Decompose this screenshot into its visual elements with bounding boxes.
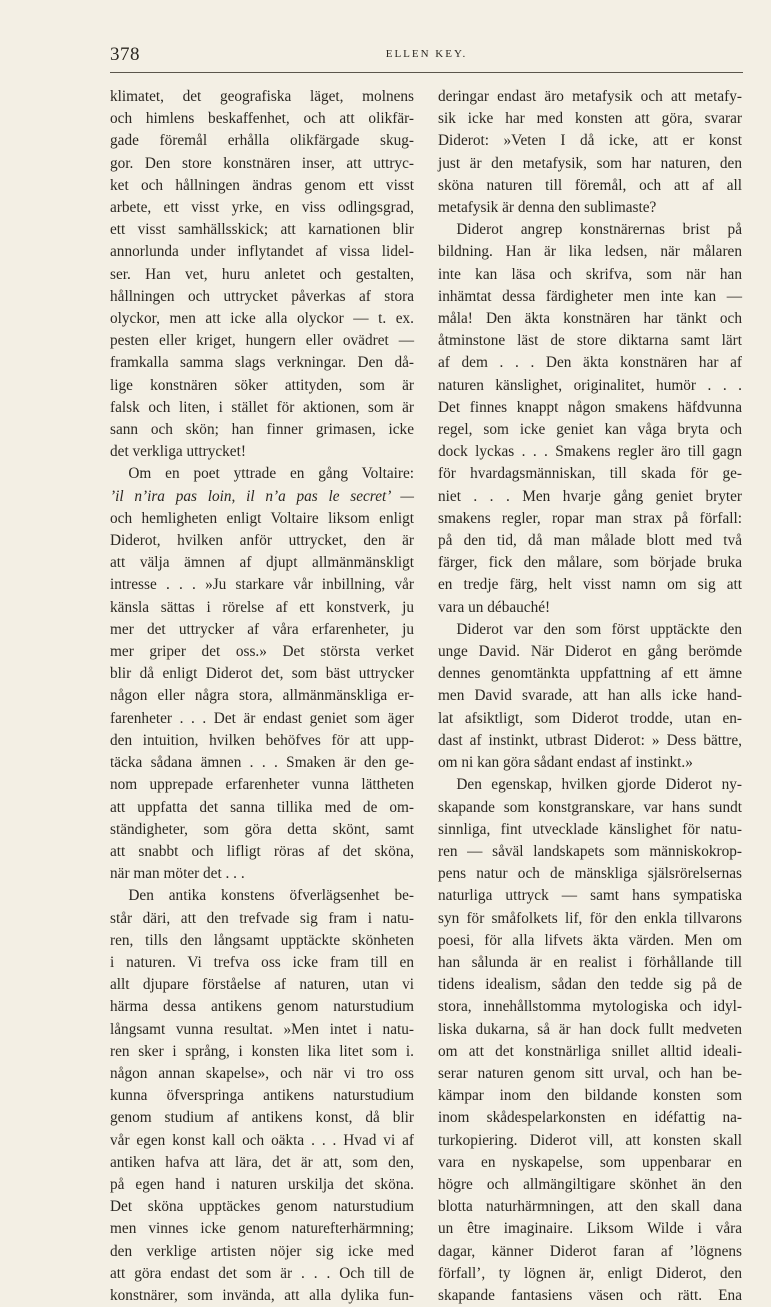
text-line: niet . . . Men hvarje gång geniet bryter [438,487,742,505]
text-line: inom skådespelarkonsten en idéfattig na- [438,1109,742,1127]
text-line: just är den metafysik, som har naturen, den [438,154,742,172]
text-line: han sålunda är en realist i förhållande till [438,953,742,971]
text-line: står däri, att den trefvade sig fram i natu- [110,909,414,927]
text-line: metafysik är denna den sublimaste? [438,199,657,217]
text-line: Diderot, hvilken anför uttrycket, den är [110,532,414,550]
text-line: men David svarade, att han alls icke hand- [438,687,742,705]
text-line: falsk och liten, i stället för aktionen, som är [110,398,414,416]
text-line: ständigheter, som göra detta skönt, samt [110,820,414,838]
text-line: att göra endast det som är . . . Och till de [110,1264,414,1282]
text-line: naturliga uttryck — samt hans sympatiska [438,887,742,905]
text-line: un être imaginaire. Liksom Wilde i våra [438,1220,742,1238]
text-line: gor. Den store konstnären inser, att uttryc- [110,154,414,172]
text-line: poesi, för alla lifvets äkta värden. Men om [438,931,742,949]
running-title: ELLEN KEY. [385,48,468,60]
text-line: Diderot var den som först upptäckte den [456,620,742,638]
text-line: syn för småfolkets lif, för den enkla tillvarons [438,909,742,927]
text-line: dennes genomtänkta uppfattning af ett ämne [438,665,742,683]
text-line: turkopiering. Diderot vill, att konsten skall [438,1131,742,1149]
text-line: någon annan skapelse», och när vi tro oss [110,1064,414,1082]
page-header [110,42,743,73]
text-line: blotta naturhärmningen, att den skall dana [438,1198,742,1216]
text-line: allt djupare förståelse af naturen, utan vi [110,976,414,994]
text-line: och hemligheten enligt Voltaire liksom enligt [110,509,414,527]
text-line: det verkliga uttrycket! [110,443,246,461]
text-line: Diderot: »Veten I då icke, att er konst [438,132,742,150]
text-line: om ni kan göra sådant endast af instinkt.» [438,754,693,772]
text-line: serar naturen genom sitt urval, och han be- [438,1064,742,1082]
text-line: den verklige artisten nöjer sig icke med [110,1242,414,1260]
text-line: mer det uttrycker af våra erfarenheter, ju [110,620,414,638]
text-line: lige konstnären söker attityden, som är [110,376,414,394]
text-line: ren — såväl landskapets som människokrop- [438,842,742,860]
text-line: konstnärer, som invända, att alla dylika fun- [110,1286,414,1304]
text-line: pens natur och de mänskliga själsrörelsernas [438,865,742,883]
text-line: olyckor, men att icke alla olyckor — t. ex. [110,310,414,328]
text-line: Diderot angrep konstnärernas brist på [456,221,742,239]
text-line: nom upprepade erfarenheter vunna lättheten [110,776,414,794]
text-line: om att det konstnärliga snillet alltid ideali- [438,1042,742,1060]
text-line: klimatet, det geografiska läget, molnens [110,88,414,105]
text-line: ket och hållningen ändras genom ett visst [110,176,414,194]
text-line: på den tid, då man målade blott med två [438,532,742,550]
text-line: genom studium af antikens konst, då blir [110,1109,414,1127]
text-line: ren sker i språng, i konsten lika litet som i. [110,1042,414,1060]
text-line: farenheter . . . Det är endast geniet som äger [110,709,414,727]
text-line: långsamt vunna resultat. »Men intet i natu- [110,1020,414,1038]
text-line: sinnliga, fint utvecklade känslighet för natu- [438,820,742,838]
text-line: Den antika konstens öfverlägsenhet be- [128,887,414,905]
text-line: naturen känslighet, originalitet, humör . . . [438,376,742,394]
text-line: skapande som konstgranskare, var hans sundt [438,798,742,816]
text-line: antiken hafva att lära, det är att, som den, [110,1153,414,1171]
text-line: färger, fick den målare, som började bruka [438,554,742,572]
text-line: regel, som icke geniet kan våga bryta och [438,421,742,439]
text-line: en tredje färg, helt visst namn om sig att [438,576,742,594]
text-line: bildning. Han är lika ledsen, när målaren [438,243,742,261]
text-line: blir då enligt Diderot det, som bäst uttrycker [110,665,414,683]
text-line: lat afsiktligt, som Diderot trodde, utan en- [438,709,742,727]
text-line: att uppfatta det sanna tillika med de om- [110,798,414,816]
right-column [438,86,742,1307]
left-column [110,86,414,1307]
text-line: ett visst samhällsskick; att karnationen blir [110,221,414,239]
text-line: inhämtat dessa färdigheter men inte kan — [438,287,742,305]
text-line: deringar endast äro metafysik och att metafy- [438,88,742,105]
text-line: stora, innehållstomma mytologiska och idyl- [438,998,742,1016]
text-line: att snabbt och lifligt röras af det sköna, [110,842,414,860]
text-line: pesten eller kriget, hungern eller ovädret — [110,332,414,350]
text-line: sann och skön; han finner grimasen, icke [110,421,414,439]
text-line: att välja ämnen af djupt allmänmänskligt [110,554,414,572]
text-line: dock lyckas . . . Smakens regler äro till gagn [438,443,742,461]
text-line: ’il n’ira pas loin, il n’a pas le secret’ — [110,487,414,505]
text-line: på egen hand i naturen urskilja det sköna. [110,1175,414,1193]
text-line: härma dessa antikens genom naturstudium [110,998,414,1016]
text-line: sköna naturen till föremål, och att af all [438,176,742,194]
text-line: tidens idealism, sådan den tedde sig på de [438,976,742,994]
text-line: åtminstone läst de store diktarna samt lärt [438,332,742,350]
text-line: vara un débauché! [438,598,551,616]
text-line: smakens regler, ropar man strax på förfall: [438,509,742,527]
text-line: framkalla samma slags verkningar. Den då- [110,354,414,372]
text-line: hållningen och uttrycket påverkas af stora [110,287,414,305]
page-number: 378 [110,44,140,65]
text-line: dagar, känner Diderot faran af ’lögnens [438,1242,742,1260]
text-line: men vinnes icke genom naturefterhärmning; [110,1220,414,1238]
text-line: måla! Den äkta konstnären har tänkt och [438,310,742,328]
text-line: och himlens beskaffenhet, och att olikfär- [110,110,414,128]
text-line: någon eller några stora, allmänmänskliga er- [110,687,414,705]
text-line: skapande fantasiens väsen och rätt. Ena [438,1286,742,1304]
text-line: af dem . . . Den äkta konstnären har af [438,354,742,372]
text-line: i naturen. Vi trefva oss icke fram till en [110,953,414,971]
text-line: kämpar inom den bildande konsten som [438,1087,742,1105]
text-line: gade föremål erhålla olikfärgade skug- [110,132,414,150]
text-line: intresse . . . »Ju starkare vår inbillning, vår [110,576,414,594]
text-line: för hvardagsmänniskan, till skada för ge- [438,465,742,483]
text-line: när man möter det . . . [110,865,245,883]
text-line: inte kan läsa och skrifva, som när han [438,265,742,283]
text-line: Om en poet yttrade en gång Voltaire: [128,465,414,483]
text-line: sik icke har med konsten att göra, svarar [438,110,742,128]
text-line: den intuition, hvilken behöfves för att upp- [110,731,414,749]
text-line: kunna öfverspringa antikens naturstudium [110,1087,414,1105]
text-line: ser. Han vet, huru anletet och gestalten, [110,265,414,283]
text-line: annorlunda under inflytandet af vissa lidel- [110,243,414,261]
text-line: ren, tills den långsamt upptäckte skönheten [110,931,414,949]
text-line: Den egenskap, hvilken gjorde Diderot ny- [456,776,742,794]
text-line: vara en nyskapelse, som uppenbarar en [438,1153,742,1171]
text-line: mer griper det oss.» Det största verket [110,643,414,661]
text-line: högre och allmängiltigare skönhet än den [438,1175,742,1193]
text-line: unge David. När Diderot en gång berömde [438,643,742,661]
text-line: Det sköna upptäckes genom naturstudium [110,1198,414,1216]
text-line: liska dukarna, så är han dock fullt medveten [438,1020,742,1038]
text-line: förfall’, ty lögnen är, enligt Diderot, den [438,1264,742,1282]
text-line: känsla sättas i rörelse af ett konstverk, ju [110,598,414,616]
text-line: täcka sådana ämnen . . . Smaken är den ge- [110,754,414,772]
text-line: vår egen konst kall och oäkta . . . Hvad vi af [110,1131,414,1149]
text-line: Det finnes knappt någon smakens häfdvunna [438,398,742,416]
text-line: dast af instinkt, utbrast Diderot: » Dess bättre, [438,731,742,749]
text-line: arbete, ett visst yrke, en viss odlingsgrad, [110,199,414,217]
